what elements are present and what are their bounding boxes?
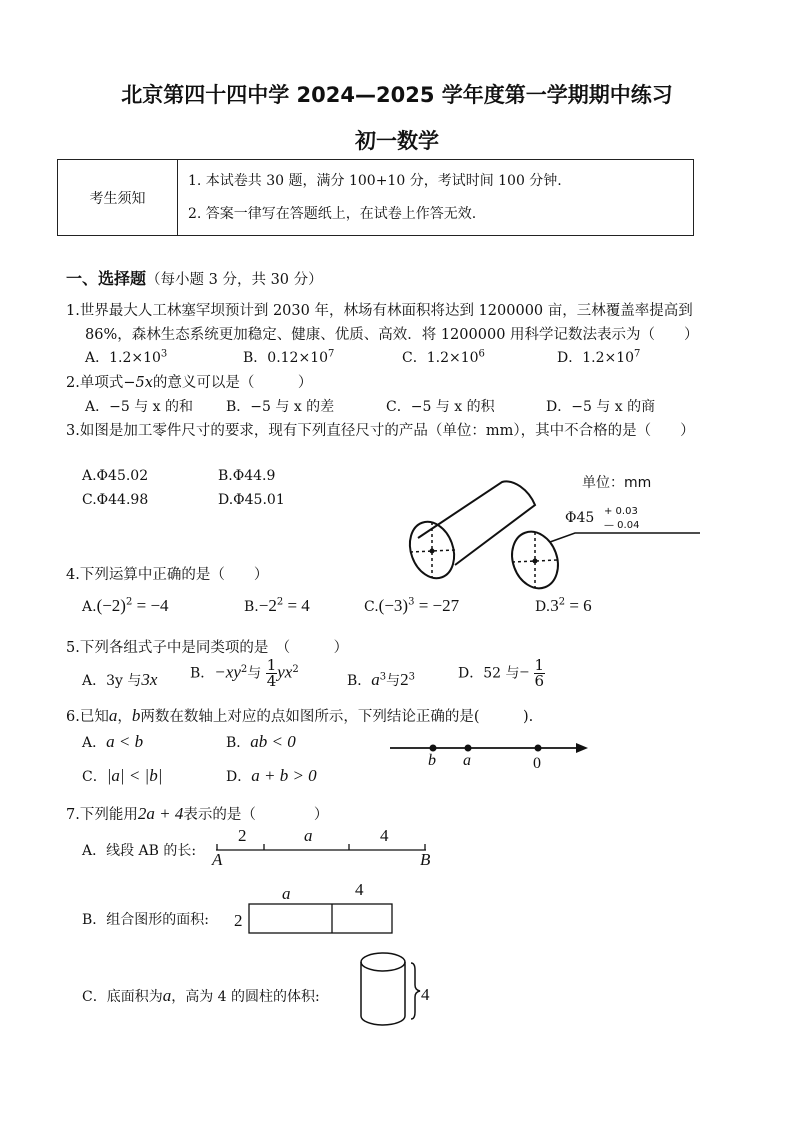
q1-option-c: C．$1.2\times 10^6$: [402, 348, 485, 366]
q1-option-a: A．$1.2\times 10^3$: [85, 348, 168, 366]
q5-option-d: D．52 与− $\frac{1}{6}$: [458, 656, 545, 690]
q1-option-d: D．$1.2\times 10^7$: [557, 348, 641, 366]
q2-option-c: C．−5 与 x 的积: [386, 399, 495, 415]
q2-option-a: A．−5 与 x 的和: [85, 399, 193, 415]
q7-cylinder-height-label: 4: [421, 985, 430, 1004]
q5-option-b: B．$-xy^2$与 $\frac{1}{4}$ $yx^2$: [190, 656, 299, 690]
q7-rect-label-4: 4: [355, 880, 364, 899]
q6-number-line: [390, 735, 590, 775]
q5-stem: 5.下列各组式子中是同类项的是 （ ）: [66, 640, 349, 656]
q7-point-a-label: A: [212, 850, 223, 869]
q7-rect-label-a: a: [282, 884, 291, 903]
exam-subtitle: 初一数学: [355, 129, 439, 153]
q7-option-b: B．组合图形的面积:: [82, 912, 210, 928]
q6-option-d: D．a + b > 0: [226, 766, 317, 785]
q7-rectangle-figure: [248, 903, 394, 935]
q3-stem: 3.如图是加工零件尺寸的要求，现有下列直径尺寸的产品（单位：mm），其中不合格的是（ ）: [66, 423, 695, 439]
q3-option-c: C.Φ44.98: [82, 492, 149, 508]
exam-title: 北京第四十四中学 2024—2025 学年度第一学期期中练习: [121, 83, 673, 107]
q6-point-a-label: a: [463, 752, 471, 769]
section-heading: [66, 266, 323, 289]
q5-fraction-quarter: $\frac{1}{4}$: [266, 656, 277, 690]
q2-option-b: B．−5 与 x 的差: [226, 399, 335, 415]
q3-tolerance-upper: + 0.03: [604, 506, 638, 517]
q2-option-d: D．−5 与 x 的商: [546, 399, 656, 415]
q7-stem: 7.下列能用2a + 4表示的是（ ）: [66, 804, 329, 823]
q6-zero-label: 0: [533, 755, 541, 772]
q2-stem: 2.单项式−5x的意义可以是（ ）: [66, 375, 313, 391]
notice-table: [57, 159, 694, 236]
notice-item-2: 2. 答案一律写在答题纸上，在试卷上作答无效.: [188, 205, 477, 222]
notice-item-1: 1. 本试卷共 30 题，满分 100+10 分，考试时间 100 分钟.: [188, 172, 562, 189]
q4-stem: 4.下列运算中正确的是（ ）: [66, 567, 269, 583]
q4-option-a: $A.(-2)^2 = -4$: [82, 596, 169, 615]
notice-body: [178, 160, 694, 236]
q7-segment-figure: [216, 835, 436, 865]
q6-option-a: A．a < b: [82, 732, 144, 751]
notice-label: 考生须知: [58, 160, 178, 236]
q3-option-a: A.Φ45.02: [82, 468, 149, 484]
q7-point-b-label: B: [420, 850, 431, 869]
q7-option-c: C．底面积为a，高为 4 的圆柱的体积:: [82, 986, 320, 1005]
q3-dimension-label: Φ45: [565, 510, 595, 526]
q7-segment-label-4: 4: [380, 826, 389, 845]
q5-option-a: A．3y 与3x: [82, 670, 158, 689]
q7-segment-label-a: a: [304, 826, 313, 845]
q4-option-b: $B.-2^2 = 4$: [244, 596, 310, 615]
q3-option-b: B.Φ44.9: [218, 468, 276, 484]
q3-unit-label: 单位：mm: [582, 475, 652, 491]
q3-cylinder-figure: [400, 460, 700, 590]
q1-option-b: B．$0.12\times 10^7$: [243, 348, 335, 366]
q7-option-a: A．线段 AB 的长:: [82, 843, 197, 859]
q3-option-d: D.Φ45.01: [218, 492, 285, 508]
q3-tolerance-lower: — 0.04: [604, 520, 640, 531]
q5-fraction-sixth: $\frac{1}{6}$: [534, 656, 545, 690]
q6-option-b: B．ab < 0: [226, 732, 296, 751]
section-title: 一、选择题: [66, 269, 147, 288]
q1-line1: 1.世界最大人工林塞罕坝预计到 2030 年，林场有林面积将达到 1200000 亩，三林覆盖率提高到: [66, 303, 693, 319]
q1-line2: 86%，森林生态系统更加稳定、健康、优质、高效．将 1200000 用科学记数法表示为（ ）: [85, 327, 699, 343]
q6-point-b-label: b: [428, 752, 436, 769]
q7-segment-label-2: 2: [238, 826, 247, 845]
q7-rect-label-2: 2: [234, 911, 243, 930]
q6-stem: 6.已知a，b两数在数轴上对应的点如图所示，下列结论正确的是( ).: [66, 706, 534, 725]
q4-option-c: $C.(-3)^3 = -27$: [364, 596, 460, 615]
section-note: （每小题 3 分，共 30 分）: [146, 272, 323, 288]
q5-option-c: B．$a^3$与$2^3$: [347, 670, 416, 689]
q6-option-c: C．|a| < |b|: [82, 766, 163, 785]
q4-option-d: $D.3^2 = 6$: [535, 596, 592, 615]
